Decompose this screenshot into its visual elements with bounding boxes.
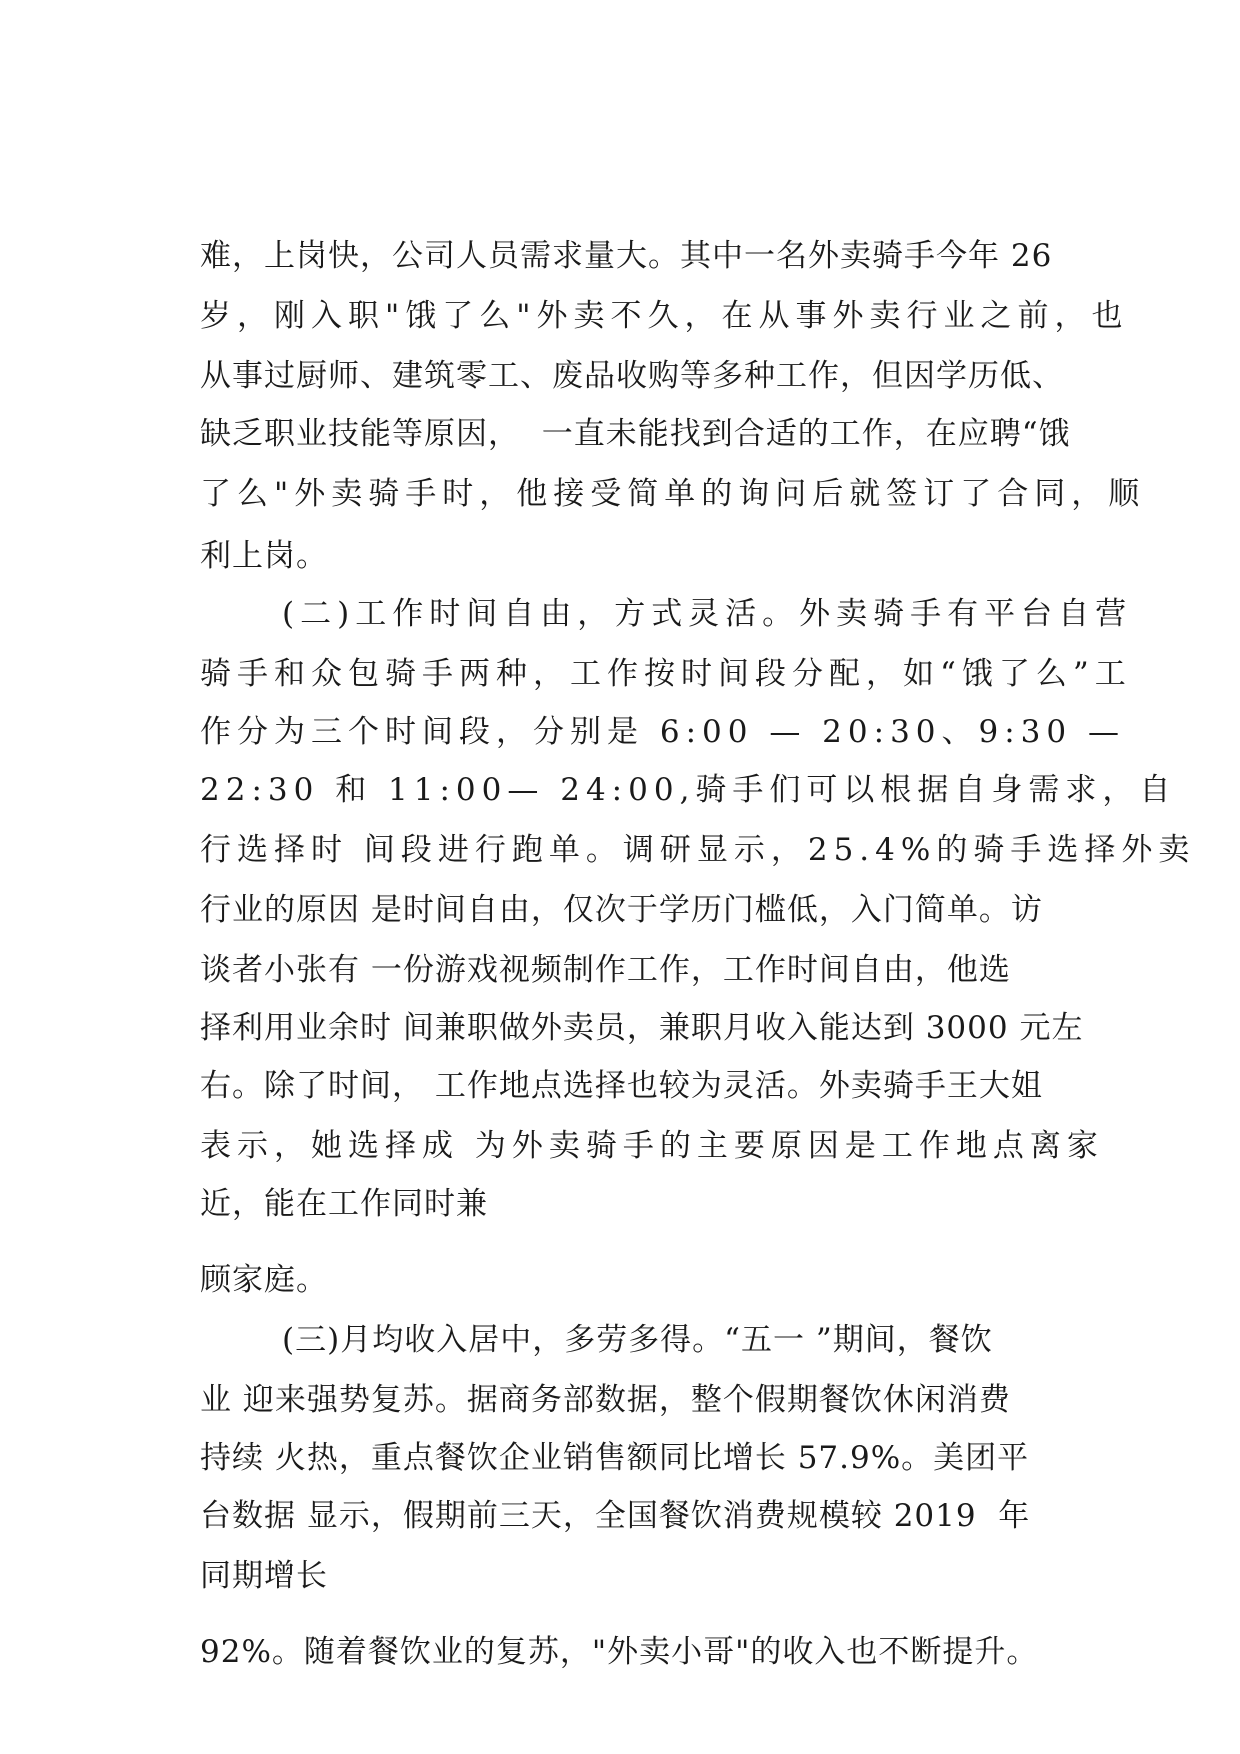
text-line: 近，能在工作同时兼 [200,1186,488,1222]
text-line: 台数据 显示，假期前三天，全国餐饮消费规模较 2019 年 [200,1498,1031,1534]
text-line: 难，上岗快，公司人员需求量大。其中一名外卖骑手今年 26 [200,238,1053,274]
text-line: 利上岗。 [200,538,328,574]
text-line: 顾家庭。 [200,1262,328,1298]
text-line: 持续 火热，重点餐饮企业销售额同比增长 57.9%。美团平 [200,1440,1030,1476]
section-heading-3: (三)月均收入居中，多劳多得。“五一 ”期间，餐饮 [282,1322,993,1358]
section-heading-2: (二)工作时间自由，方式灵活。外卖骑手有平台自营 [282,596,1133,632]
text-line: 骑手和众包骑手两种，工作按时间段分配，如“饿了么”工 [200,656,1132,692]
text-line: 从事过厨师、建筑零工、废品收购等多种工作，但因学历低、 [200,358,1064,394]
text-line: 行业的原因 是时间自由，仅次于学历门槛低，入门简单。访 [200,892,1043,928]
text-line: 缺乏职业技能等原因， 一直未能找到合适的工作，在应聘“饿 [200,416,1071,452]
text-line: 行选择时 间段进行跑单。调研显示，25.4%的骑手选择外卖 [200,832,1196,868]
text-line: 22:30 和 11:00— 24:00,骑手们可以根据自身需求，自 [200,772,1177,808]
text-line: 谈者小张有 一份游戏视频制作工作，工作时间自由，他选 [200,952,1011,988]
text-line: 岁，刚入职"饿了么"外卖不久，在从事外卖行业之前，也 [200,298,1129,334]
text-line: 了么"外卖骑手时，他接受简单的询问后就签订了合同，顺 [200,476,1146,512]
text-line: 92%。随着餐饮业的复苏，"外卖小哥"的收入也不断提升。 [200,1634,1039,1670]
text-line: 业 迎来强势复苏。据商务部数据，整个假期餐饮休闲消费 [200,1382,1011,1418]
text-line: 同期增长 [200,1558,328,1594]
text-line: 表示，她选择成 为外卖骑手的主要原因是工作地点离家 [200,1128,1104,1164]
text-line: 右。除了时间， 工作地点选择也较为灵活。外卖骑手王大姐 [200,1068,1043,1104]
text-line: 择利用业余时 间兼职做外卖员，兼职月收入能达到 3000 元左 [200,1010,1084,1046]
text-line: 作分为三个时间段，分别是 6:00 — 20:30、9:30 — [200,714,1125,750]
